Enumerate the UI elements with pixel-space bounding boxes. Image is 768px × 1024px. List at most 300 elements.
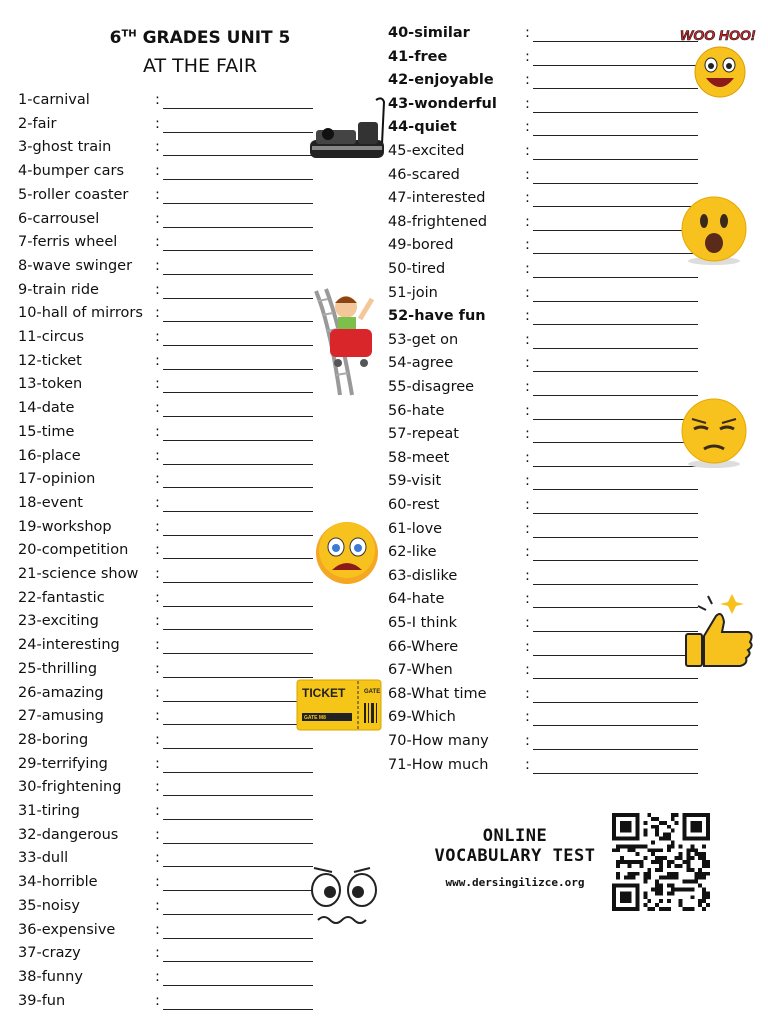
list-item [18, 400, 313, 422]
colon: : [525, 756, 530, 773]
list-item [388, 403, 698, 425]
list-item [388, 497, 698, 519]
colon: : [155, 779, 160, 796]
colon: : [155, 921, 160, 938]
answer-blank[interactable] [533, 419, 698, 420]
answer-blank[interactable] [533, 395, 698, 396]
vocab-word: 66-Where [388, 638, 459, 655]
scared-emoji-icon [314, 520, 380, 586]
vocab-word: 26-amazing [18, 684, 104, 701]
colon: : [155, 731, 160, 748]
answer-blank[interactable] [163, 582, 313, 583]
colon: : [155, 897, 160, 914]
colon: : [525, 662, 530, 679]
list-item [18, 590, 313, 612]
ticket-label: TICKET [302, 686, 346, 700]
vocab-word: 7-ferris wheel [18, 234, 118, 251]
list-item [18, 874, 313, 896]
list-item [18, 519, 313, 541]
vocab-word: 64-hate [388, 591, 445, 608]
answer-blank[interactable] [533, 584, 698, 585]
vocab-word: 57-repeat [388, 426, 459, 443]
list-item [18, 376, 313, 398]
list-item [388, 285, 698, 307]
answer-blank[interactable] [163, 914, 313, 915]
vocab-word: 32-dangerous [18, 826, 119, 843]
list-item [388, 426, 698, 448]
answer-blank[interactable] [533, 631, 698, 632]
colon: : [525, 379, 530, 395]
answer-blank[interactable] [533, 65, 698, 66]
answer-blank[interactable] [163, 108, 313, 109]
colon: : [525, 331, 530, 348]
list-item [18, 566, 313, 588]
answer-blank[interactable] [163, 511, 313, 512]
list-item [18, 234, 313, 256]
vocab-word: 55-disagree [388, 379, 475, 395]
list-item [18, 661, 313, 683]
colon: : [155, 257, 160, 274]
list-item [18, 139, 313, 161]
list-item [388, 119, 698, 141]
list-item [388, 544, 698, 566]
answer-blank[interactable] [533, 537, 698, 538]
online-test-promo [430, 826, 600, 889]
colon: : [525, 520, 530, 537]
colon: : [155, 755, 160, 772]
colon: : [525, 426, 530, 443]
list-item [388, 568, 698, 590]
list-item [18, 542, 313, 564]
vocab-word: 14-date [18, 400, 75, 417]
colon: : [155, 874, 160, 891]
list-item [18, 448, 313, 470]
vocab-word: 16-place [18, 447, 81, 464]
colon: : [155, 447, 160, 464]
woohoo-text: WOO HOO! [680, 27, 756, 43]
colon: : [525, 213, 530, 230]
qr-code-icon[interactable] [612, 813, 710, 911]
vocab-word: 18-event [18, 494, 83, 511]
colon: : [525, 544, 530, 561]
vocab-word: 24-interesting [18, 637, 120, 654]
vocab-word: 23-exciting [18, 613, 99, 630]
vocab-word: 27-amusing [18, 708, 104, 725]
page-title: 6TH GRADES UNIT 5 [109, 28, 291, 48]
list-item [388, 332, 698, 354]
answer-blank[interactable] [163, 416, 313, 417]
vocab-word: 17-opinion [18, 471, 96, 488]
answer-blank[interactable] [533, 277, 698, 278]
answer-blank[interactable] [163, 772, 313, 773]
list-item [18, 685, 313, 707]
vocab-word: 65-I think [388, 615, 458, 631]
vocab-word: 31-tiring [18, 803, 80, 819]
vocab-word: 12-ticket [18, 352, 82, 369]
vocab-word: 3-ghost train [18, 139, 112, 156]
colon: : [155, 566, 160, 582]
colon: : [525, 733, 530, 749]
colon: : [525, 308, 530, 325]
answer-blank[interactable] [163, 677, 313, 678]
list-item [388, 308, 698, 330]
vocab-word: 1-carnival [18, 92, 90, 108]
colon: : [155, 163, 160, 180]
colon: : [155, 826, 160, 843]
list-item [388, 355, 698, 377]
promo-line2: VOCABULARY TEST [434, 846, 596, 866]
list-item [18, 329, 313, 351]
colon: : [155, 186, 160, 203]
answer-blank[interactable] [163, 890, 313, 891]
answer-blank[interactable] [163, 298, 313, 299]
answer-blank[interactable] [163, 227, 313, 228]
list-item [18, 708, 313, 730]
list-item [388, 591, 698, 613]
vocab-word: 52-have fun [388, 308, 486, 325]
answer-blank[interactable] [533, 466, 698, 467]
colon: : [155, 234, 160, 251]
answer-blank[interactable] [163, 203, 313, 204]
roller-coaster-icon [310, 285, 382, 400]
colon: : [155, 542, 160, 559]
list-item [18, 732, 313, 754]
vocab-word: 22-fantastic [18, 589, 105, 606]
promo-url: www.dersingilizce.org [445, 876, 585, 889]
vocab-word: 40-similar [388, 25, 470, 41]
answer-blank[interactable] [163, 819, 313, 820]
vocab-word: 6-carrousel [18, 210, 100, 227]
vocab-word: 2-fair [18, 115, 57, 132]
shocked-emoji-icon [676, 195, 752, 267]
answer-blank[interactable] [163, 535, 313, 536]
answer-blank[interactable] [163, 653, 313, 654]
answer-blank[interactable] [533, 301, 698, 302]
list-item [18, 827, 313, 849]
ticket-gate-code: GATE M8 [304, 715, 326, 721]
answer-blank[interactable] [163, 274, 313, 275]
vocab-word: 36-expensive [18, 921, 116, 938]
list-item [388, 143, 698, 165]
list-item [18, 424, 313, 446]
answer-blank[interactable] [533, 489, 698, 490]
vocab-word: 11-circus [18, 329, 85, 345]
colon: : [155, 92, 160, 108]
vocab-word: 47-interested [388, 190, 486, 207]
colon: : [525, 72, 530, 89]
colon: : [155, 968, 160, 985]
list-item [18, 898, 313, 920]
vocab-word: 53-get on [388, 331, 459, 348]
list-item [18, 282, 313, 304]
answer-blank[interactable] [163, 345, 313, 346]
promo-line1: ONLINE [482, 826, 548, 846]
list-item [388, 261, 698, 283]
answer-blank[interactable] [533, 348, 698, 349]
answer-blank[interactable] [163, 392, 313, 393]
vocab-word: 43-wonderful [388, 95, 497, 112]
colon: : [155, 376, 160, 393]
list-item [388, 379, 698, 401]
colon: : [155, 518, 160, 535]
page-subtitle: AT THE FAIR [142, 55, 258, 77]
colon: : [525, 567, 530, 584]
vocab-word: 19-workshop [18, 518, 112, 535]
colon: : [525, 25, 530, 41]
vocab-word: 10-hall of mirrors [18, 305, 143, 322]
list-item [18, 850, 313, 872]
colon: : [525, 190, 530, 207]
vocab-word: 56-hate [388, 402, 445, 419]
list-item [18, 993, 313, 1015]
list-item [18, 756, 313, 778]
colon: : [525, 284, 530, 301]
thumbs-up-icon [682, 588, 758, 670]
list-item [388, 190, 698, 212]
vocab-word: 37-crazy [18, 945, 81, 962]
colon: : [525, 685, 530, 702]
cartoon-eyes-icon [304, 858, 388, 930]
vocab-word: 33-dull [18, 850, 69, 867]
answer-blank[interactable] [533, 206, 698, 207]
vocab-word: 34-horrible [18, 874, 98, 891]
answer-blank[interactable] [533, 513, 698, 514]
list-item [18, 305, 313, 327]
vocab-word: 59-visit [388, 473, 442, 490]
vocab-word: 50-tired [388, 261, 446, 277]
colon: : [155, 423, 160, 440]
vocab-word: 45-excited [388, 143, 465, 159]
list-item [18, 969, 313, 991]
list-item [388, 757, 698, 779]
vocab-word: 29-terrifying [18, 755, 108, 772]
colon: : [155, 305, 160, 322]
answer-blank[interactable] [533, 253, 698, 254]
vocab-word: 61-love [388, 520, 443, 537]
list-item [18, 116, 313, 138]
answer-blank[interactable] [163, 843, 313, 844]
answer-blank[interactable] [163, 866, 313, 867]
list-item [18, 471, 313, 493]
answer-blank[interactable] [533, 678, 698, 679]
answer-blank[interactable] [533, 749, 698, 750]
colon: : [155, 494, 160, 511]
vocab-word: 49-bored [388, 237, 454, 254]
list-item [18, 922, 313, 944]
colon: : [525, 615, 530, 631]
colon: : [525, 355, 530, 372]
colon: : [155, 210, 160, 227]
colon: : [155, 139, 160, 156]
answer-blank[interactable] [163, 985, 313, 986]
vocab-word: 39-fun [18, 992, 66, 1009]
answer-blank[interactable] [163, 558, 313, 559]
answer-blank[interactable] [533, 442, 698, 443]
answer-blank[interactable] [533, 560, 698, 561]
colon: : [155, 613, 160, 630]
vocab-word: 30-frightening [18, 779, 122, 796]
vocab-word: 68-What time [388, 685, 487, 702]
answer-blank[interactable] [533, 88, 698, 89]
list-item [388, 167, 698, 189]
colon: : [155, 115, 160, 132]
colon: : [525, 48, 530, 65]
list-item [388, 615, 698, 637]
answer-blank[interactable] [533, 725, 698, 726]
list-item [388, 96, 698, 118]
colon: : [525, 638, 530, 655]
answer-blank[interactable] [163, 795, 313, 796]
list-item [388, 686, 698, 708]
colon: : [155, 589, 160, 606]
list-item [18, 353, 313, 375]
answer-blank[interactable] [163, 250, 313, 251]
list-item [18, 779, 313, 801]
list-item [18, 945, 313, 967]
answer-blank[interactable] [533, 41, 698, 42]
answer-blank[interactable] [533, 230, 698, 231]
vocab-word: 46-scared [388, 166, 460, 183]
colon: : [155, 850, 160, 867]
list-item [18, 92, 313, 114]
answer-blank[interactable] [533, 135, 698, 136]
colon: : [155, 708, 160, 725]
colon: : [525, 402, 530, 419]
vocab-word: 69-Which [388, 709, 456, 726]
answer-blank[interactable] [163, 961, 313, 962]
vocab-word: 54-agree [388, 355, 454, 372]
answer-blank[interactable] [163, 440, 313, 441]
answer-blank[interactable] [163, 701, 313, 702]
vocab-word: 20-competition [18, 542, 129, 559]
list-item [388, 49, 698, 71]
list-item [388, 450, 698, 472]
answer-blank[interactable] [163, 629, 313, 630]
answer-blank[interactable] [163, 132, 313, 133]
answer-blank[interactable] [533, 607, 698, 608]
vocab-word: 4-bumper cars [18, 163, 125, 180]
answer-blank[interactable] [163, 748, 313, 749]
list-item [18, 495, 313, 517]
answer-blank[interactable] [533, 371, 698, 372]
vocab-word: 58-meet [388, 449, 450, 466]
vocab-word: 28-boring [18, 731, 89, 748]
colon: : [155, 400, 160, 417]
vocab-word: 9-train ride [18, 281, 99, 298]
list-item [388, 237, 698, 259]
answer-blank[interactable] [533, 183, 698, 184]
colon: : [155, 281, 160, 298]
colon: : [155, 803, 160, 819]
vocab-word: 63-dislike [388, 567, 458, 584]
answer-blank[interactable] [163, 938, 313, 939]
list-item [18, 613, 313, 635]
answer-blank[interactable] [163, 179, 313, 180]
colon: : [155, 660, 160, 677]
list-item [388, 72, 698, 94]
colon: : [155, 992, 160, 1009]
colon: : [525, 119, 530, 136]
ticket-gate: GATE [364, 689, 381, 695]
colon: : [525, 591, 530, 608]
answer-blank[interactable] [163, 155, 313, 156]
answer-blank[interactable] [163, 1009, 313, 1010]
answer-blank[interactable] [533, 655, 698, 656]
vocab-word: 44-quiet [388, 119, 457, 136]
answer-blank[interactable] [163, 606, 313, 607]
list-item [18, 211, 313, 233]
colon: : [155, 637, 160, 654]
colon: : [525, 497, 530, 513]
vocab-word: 67-When [388, 662, 453, 679]
list-item [388, 25, 698, 47]
list-item [18, 163, 313, 185]
vocab-word: 42-enjoyable [388, 72, 494, 89]
list-item [388, 521, 698, 543]
list-item [388, 639, 698, 661]
colon: : [525, 473, 530, 490]
vocab-word: 51-join [388, 284, 438, 301]
colon: : [525, 95, 530, 112]
ticket-icon [296, 679, 382, 731]
vocab-word: 21-science show [18, 566, 139, 582]
colon: : [525, 709, 530, 726]
answer-blank[interactable] [163, 369, 313, 370]
answer-blank[interactable] [163, 487, 313, 488]
bumper-car-icon [308, 92, 388, 167]
list-item [18, 803, 313, 825]
vocab-word: 25-thrilling [18, 660, 98, 677]
tired-emoji-icon [676, 397, 752, 469]
colon: : [525, 237, 530, 254]
answer-blank[interactable] [533, 324, 698, 325]
answer-blank[interactable] [533, 112, 698, 113]
vocab-word: 13-token [18, 376, 83, 393]
list-item [18, 187, 313, 209]
list-item [388, 662, 698, 684]
colon: : [155, 471, 160, 488]
answer-blank[interactable] [163, 321, 313, 322]
vocab-word: 48-frightened [388, 213, 488, 230]
colon: : [155, 352, 160, 369]
answer-blank[interactable] [533, 773, 698, 774]
colon: : [525, 261, 530, 277]
answer-blank[interactable] [163, 464, 313, 465]
vocab-word: 60-rest [388, 497, 440, 513]
list-item [18, 258, 313, 280]
answer-blank[interactable] [533, 159, 698, 160]
vocab-word: 5-roller coaster [18, 186, 129, 203]
vocab-word: 35-noisy [18, 897, 80, 914]
colon: : [155, 945, 160, 962]
vocab-word: 41-free [388, 48, 448, 65]
colon: : [525, 143, 530, 159]
list-item [388, 473, 698, 495]
vocab-word: 15-time [18, 423, 75, 440]
colon: : [525, 449, 530, 466]
list-item [18, 637, 313, 659]
woohoo-emoji-icon [676, 24, 762, 100]
vocab-word: 38-funny [18, 968, 83, 985]
colon: : [155, 684, 160, 701]
colon: : [525, 166, 530, 183]
vocab-word: 71-How much [388, 756, 489, 773]
list-item [388, 733, 698, 755]
answer-blank[interactable] [533, 702, 698, 703]
list-item [388, 214, 698, 236]
answer-blank[interactable] [163, 724, 313, 725]
vocab-word: 62-like [388, 544, 437, 561]
